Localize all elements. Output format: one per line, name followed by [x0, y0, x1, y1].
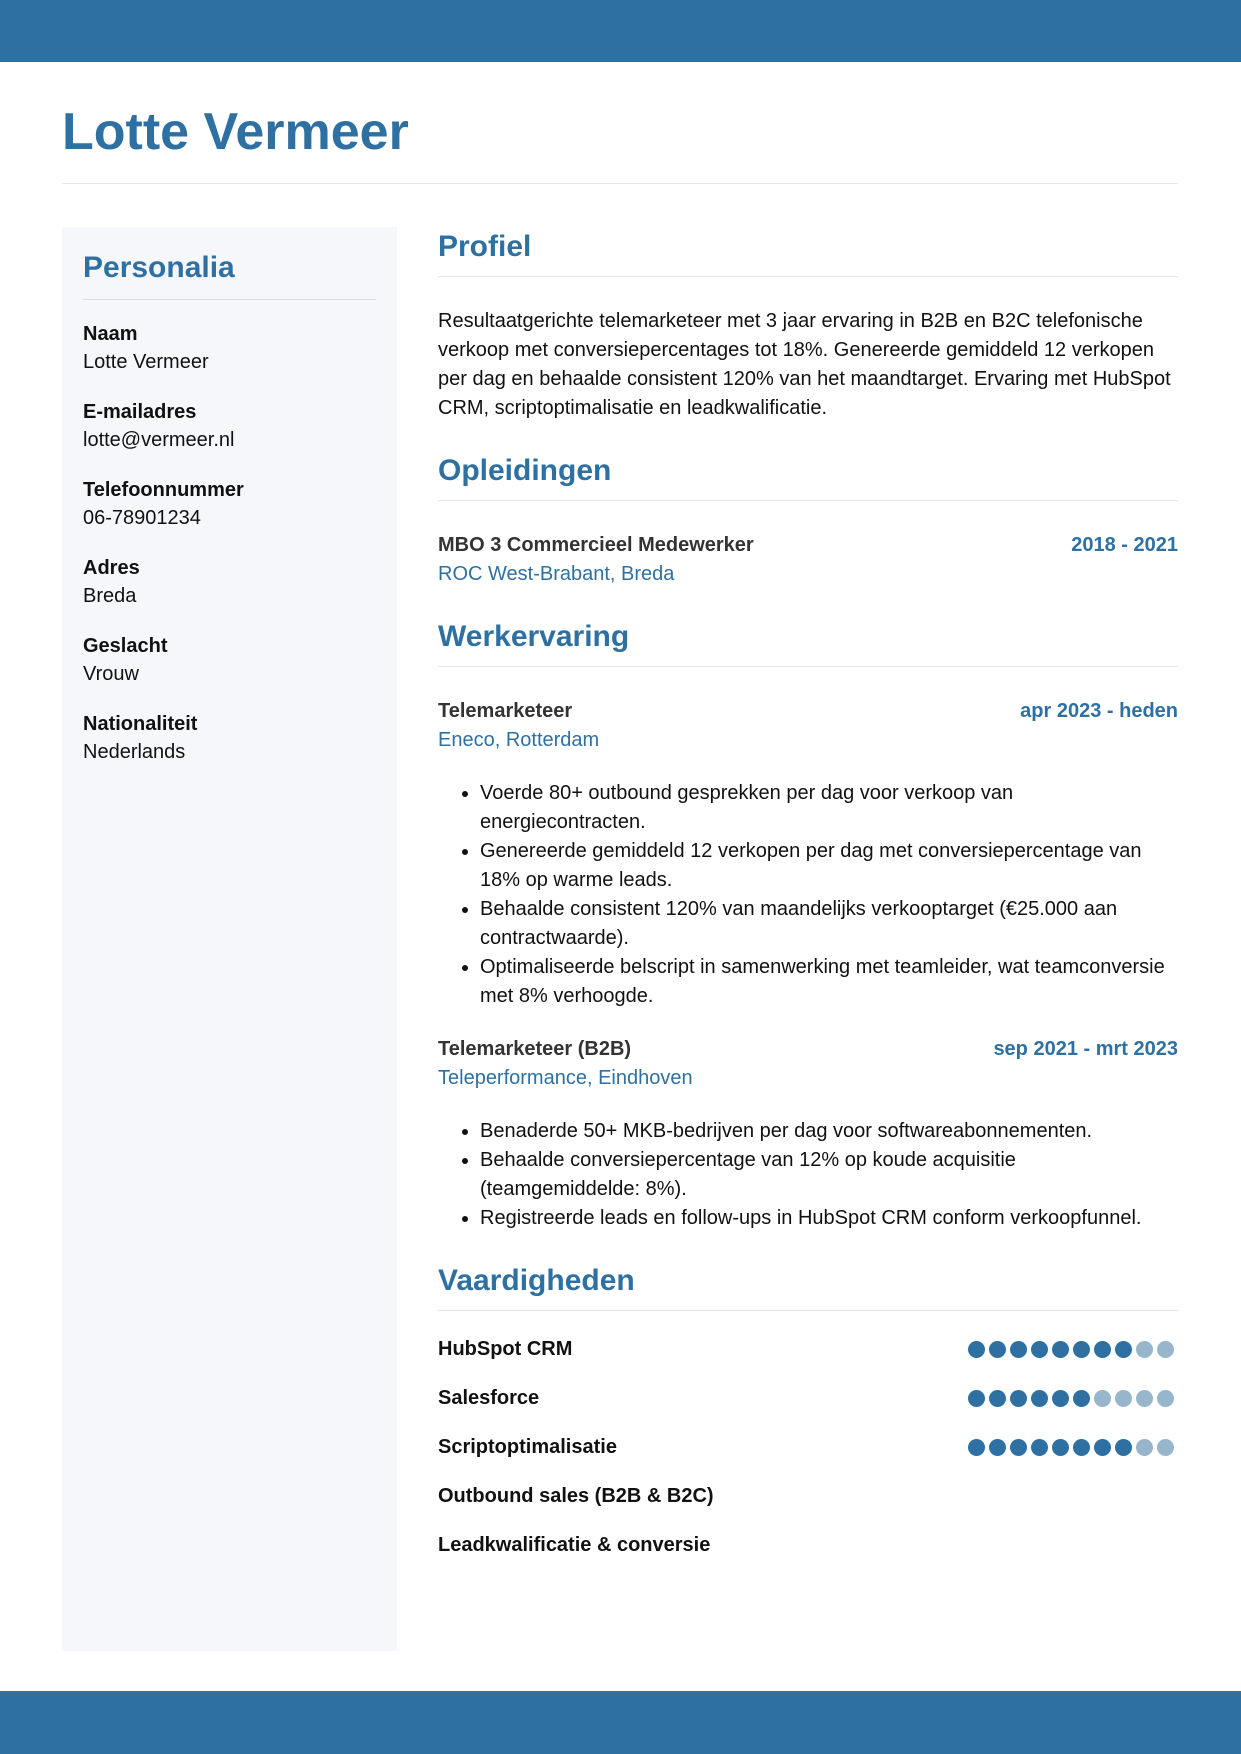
field-nationaliteit: [83, 710, 376, 766]
rating-dot-filled: [968, 1341, 985, 1358]
section-divider: [438, 276, 1178, 277]
field-value: lotte@vermeer.nl: [83, 428, 235, 451]
rating-dot-empty: [1157, 1341, 1174, 1358]
entry-title: MBO 3 Commercieel Medewerker: [438, 534, 754, 556]
skill-row: [438, 1325, 1178, 1374]
bullet-item: • Registreerde leads en follow-ups in HubSpot CRM conform verkoopfunnel.: [480, 1204, 1178, 1233]
field-label: Geslacht: [83, 634, 168, 657]
main-content: [438, 227, 1178, 1598]
section-divider: [438, 1310, 1178, 1311]
entry-date: 2018 - 2021: [1071, 534, 1178, 556]
skill-name: Leadkwalificatie & conversie: [438, 1534, 711, 1556]
rating-dot-filled: [1094, 1341, 1111, 1358]
rating-dot-filled: [1010, 1390, 1027, 1407]
skills-list: [438, 1325, 1178, 1570]
rating-dot-filled: [1010, 1439, 1027, 1456]
entry-bullets: [438, 1117, 1178, 1233]
bullet-item: • Benaderde 50+ MKB-bedrijven per dag voor softwareabonnementen.: [480, 1117, 1178, 1146]
bullet-item: • Behaalde conversiepercentage van 12% op koude acquisitie (teamgemiddelde: 8%).: [480, 1146, 1178, 1204]
rating-dot-filled: [968, 1390, 985, 1407]
entry-bullets: [438, 779, 1178, 1011]
section-title: Vaardigheden: [438, 1264, 635, 1297]
education-entry: [438, 531, 1178, 589]
field-label: E-mailadres: [83, 400, 197, 423]
sidebar-personalia: [62, 227, 397, 1651]
skill-rating: [968, 1341, 1174, 1358]
entry-header: [438, 531, 1178, 560]
entry-date: apr 2023 - heden: [1020, 700, 1178, 722]
skill-row: [438, 1521, 1178, 1570]
rating-dot-filled: [1073, 1341, 1090, 1358]
entry-organization: ROC West-Brabant, Breda: [438, 563, 675, 585]
section-divider: [438, 666, 1178, 667]
bullet-item: • Voerde 80+ outbound gesprekken per dag voor verkoop van energiecontracten.: [480, 779, 1178, 837]
rating-dot-filled: [1052, 1439, 1069, 1456]
section-title: Profiel: [438, 230, 532, 263]
experience-entry: [438, 1035, 1178, 1233]
skill-name: HubSpot CRM: [438, 1338, 573, 1360]
section-title: Werkervaring: [438, 620, 630, 653]
personal-fields: [83, 320, 376, 766]
field-value: 06-78901234: [83, 506, 201, 529]
bullet-item: • Behaalde consistent 120% van maandelijks verkooptarget (€25.000 aan contractwaarde).: [480, 895, 1178, 953]
rating-dot-empty: [1157, 1439, 1174, 1456]
rating-dot-filled: [989, 1341, 1006, 1358]
entry-title: Telemarketeer: [438, 700, 573, 722]
entry-header: [438, 1035, 1178, 1064]
bottom-banner: [0, 1691, 1241, 1754]
rating-dot-empty: [1094, 1390, 1111, 1407]
rating-dot-filled: [968, 1439, 985, 1456]
section-divider: [438, 500, 1178, 501]
rating-dot-filled: [1052, 1390, 1069, 1407]
sidebar-title: Personalia: [83, 251, 235, 284]
section-opleidingen: [438, 451, 1178, 589]
top-banner: [0, 0, 1241, 62]
rating-dot-filled: [1115, 1341, 1132, 1358]
profile-text: Resultaatgerichte telemarketeer met 3 jaar ervaring in B2B en B2C telefonische verkoop met conversiepercentages tot 18%. Genereerde gemiddeld 12 verkopen per dag en behaalde consistent 120% van het maandtarget. Ervaring met HubSpot CRM, scriptoptimalisatie en leadkwalificatie.: [438, 310, 1171, 419]
entry-title: Telemarketeer (B2B): [438, 1038, 632, 1060]
rating-dot-empty: [1136, 1390, 1153, 1407]
skill-name: Salesforce: [438, 1387, 540, 1409]
page-title: Lotte Vermeer: [62, 103, 409, 161]
rating-dot-filled: [1031, 1390, 1048, 1407]
rating-dot-filled: [1010, 1341, 1027, 1358]
rating-dot-empty: [1157, 1390, 1174, 1407]
rating-dot-filled: [1073, 1439, 1090, 1456]
rating-dot-filled: [1115, 1439, 1132, 1456]
sidebar-divider: [83, 299, 376, 300]
rating-dot-empty: [1136, 1439, 1153, 1456]
skill-rating: [968, 1390, 1174, 1407]
skill-row: [438, 1423, 1178, 1472]
field-value: Breda: [83, 584, 137, 607]
field-geslacht: [83, 632, 376, 688]
field-label: Telefoonnummer: [83, 478, 244, 501]
skill-row: [438, 1374, 1178, 1423]
field-naam: [83, 320, 376, 376]
field-label: Adres: [83, 556, 140, 579]
section-werkervaring: [438, 617, 1178, 1233]
field-value: Nederlands: [83, 740, 186, 763]
field-adres: [83, 554, 376, 610]
title-divider: [62, 183, 1178, 184]
rating-dot-empty: [1115, 1390, 1132, 1407]
rating-dot-filled: [989, 1439, 1006, 1456]
entry-date: sep 2021 - mrt 2023: [993, 1038, 1178, 1060]
field-label: Naam: [83, 322, 138, 345]
section-vaardigheden: [438, 1261, 1178, 1570]
section-profiel: [438, 227, 1178, 423]
field-value: Vrouw: [83, 662, 139, 685]
rating-dot-filled: [1052, 1341, 1069, 1358]
field-telefoon: [83, 476, 376, 532]
rating-dot-empty: [1136, 1341, 1153, 1358]
section-title: Opleidingen: [438, 454, 612, 487]
entry-organization: Teleperformance, Eindhoven: [438, 1067, 693, 1089]
skill-row: [438, 1472, 1178, 1521]
field-value: Lotte Vermeer: [83, 350, 209, 373]
skill-name: Outbound sales (B2B & B2C): [438, 1485, 714, 1507]
entry-header: [438, 697, 1178, 726]
bullet-item: • Genereerde gemiddeld 12 verkopen per dag met conversiepercentage van 18% op warme leads.: [480, 837, 1178, 895]
entry-organization: Eneco, Rotterdam: [438, 729, 600, 751]
field-email: [83, 398, 376, 454]
bullet-item: • Optimaliseerde belscript in samenwerking met teamleider, wat teamconversie met 8% verhoogde.: [480, 953, 1178, 1011]
rating-dot-filled: [1073, 1390, 1090, 1407]
rating-dot-filled: [1094, 1439, 1111, 1456]
experience-entry: [438, 697, 1178, 1011]
rating-dot-filled: [989, 1390, 1006, 1407]
rating-dot-filled: [1031, 1439, 1048, 1456]
skill-name: Scriptoptimalisatie: [438, 1436, 617, 1458]
skill-rating: [968, 1439, 1174, 1456]
rating-dot-filled: [1031, 1341, 1048, 1358]
field-label: Nationaliteit: [83, 712, 198, 735]
